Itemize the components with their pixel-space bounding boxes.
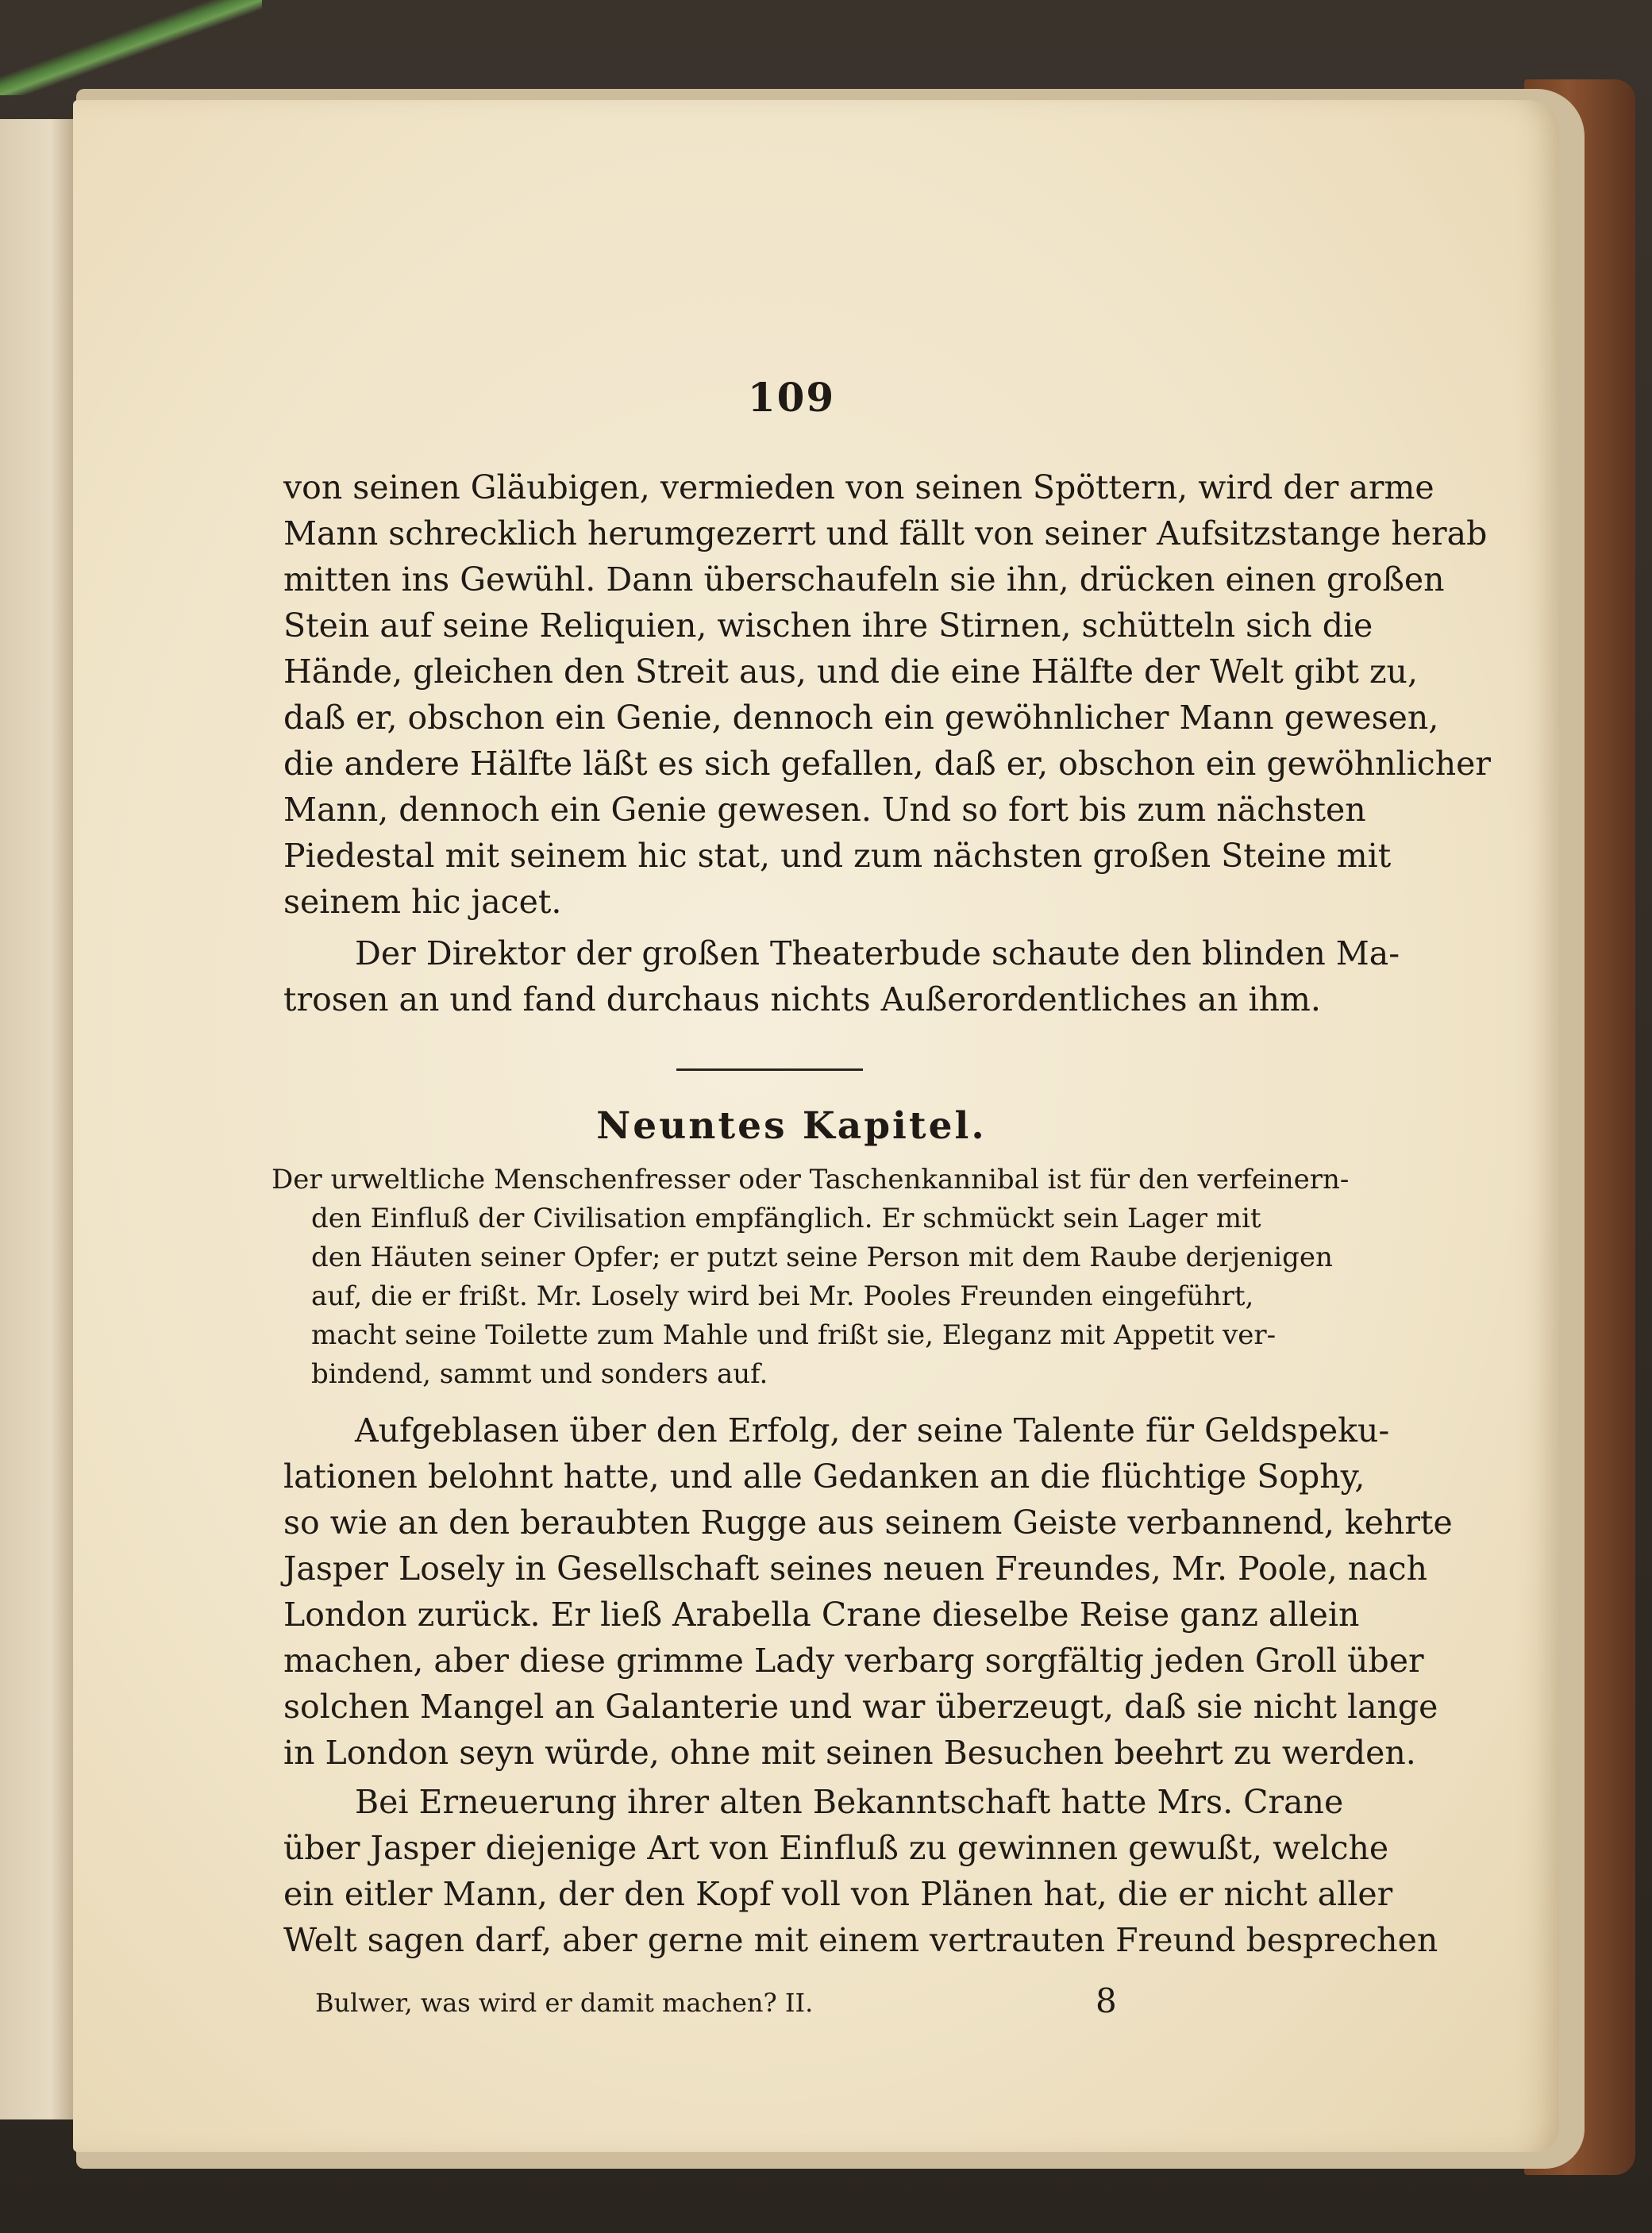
text-line: mitten ins Gewühl. Dann überschaufeln sie ihn, drücken einen großen — [283, 560, 1445, 599]
chapter-summary-line: auf, die er frißt. Mr. Losely wird bei Mr. Pooles Freunden eingeführt, — [311, 1280, 1254, 1312]
text-line: ein eitler Mann, der den Kopf voll von Plänen hat, die er nicht aller — [283, 1875, 1393, 1913]
text-line: London zurück. Er ließ Arabella Crane dieselbe Reise ganz allein — [283, 1596, 1360, 1634]
text-line: seinem hic jacet. — [283, 883, 562, 921]
chapter-summary-line: Der urweltliche Menschenfresser oder Taschenkannibal ist für den verfeinern- — [271, 1164, 1350, 1195]
text-line: so wie an den beraubten Rugge aus seinem Geiste verbannend, kehrte — [283, 1503, 1453, 1542]
chapter-summary-line: den Häuten seiner Opfer; er putzt seine Person mit dem Raube derjenigen — [311, 1242, 1333, 1273]
text-line: Hände, gleichen den Streit aus, und die eine Hälfte der Welt gibt zu, — [283, 653, 1418, 691]
bookmark-ribbon — [0, 0, 262, 95]
left-page-edge — [0, 119, 73, 2119]
text-line: daß er, obschon ein Genie, dennoch ein gewöhnlicher Mann gewesen, — [283, 699, 1439, 737]
text-line: von seinen Gläubigen, vermieden von seinen Spöttern, wird der arme — [283, 468, 1434, 506]
text-line: lationen belohnt hatte, und alle Gedanken an die flüchtige Sophy, — [283, 1457, 1365, 1496]
text-line: Bei Erneuerung ihrer alten Bekanntschaft hatte Mrs. Crane — [355, 1783, 1344, 1821]
text-line: Mann schrecklich herumgezerrt und fällt von seiner Aufsitzstange herab — [283, 514, 1488, 552]
page-number: 109 — [747, 374, 836, 421]
chapter-summary-line: den Einfluß der Civilisation empfänglich. Er schmückt sein Lager mit — [311, 1203, 1261, 1234]
text-line: machen, aber diese grimme Lady verbarg sorgfältig jeden Groll über — [283, 1642, 1424, 1680]
book-page — [73, 100, 1559, 2152]
chapter-summary-line: macht seine Toilette zum Mahle und frißt sie, Eleganz mit Appetit ver- — [311, 1319, 1277, 1351]
text-line: Stein auf seine Reliquien, wischen ihre Stirnen, schütteln sich die — [283, 606, 1373, 645]
text-line: Piedestal mit seinem hic stat, und zum nächsten großen Steine mit — [283, 837, 1392, 875]
text-line: Jasper Losely in Gesellschaft seines neuen Freundes, Mr. Poole, nach — [283, 1550, 1427, 1588]
text-line: Aufgeblasen über den Erfolg, der seine Talente für Geldspeku- — [355, 1411, 1390, 1450]
text-line: die andere Hälfte läßt es sich gefallen, daß er, obschon ein gewöhnlicher — [283, 745, 1491, 783]
text-line: trosen an und fand durchaus nichts Außerordentliches an ihm. — [283, 980, 1321, 1018]
text-line: Der Direktor der großen Theaterbude schaute den blinden Ma- — [355, 934, 1400, 972]
footer-title: Bulwer, was wird er damit machen? II. — [315, 1988, 814, 2018]
chapter-title: Neuntes Kapitel. — [596, 1104, 987, 1148]
chapter-summary-line: bindend, sammt und sonders auf. — [311, 1358, 768, 1390]
text-line: in London seyn würde, ohne mit seinen Besuchen beehrt zu werden. — [283, 1734, 1416, 1772]
signature-mark: 8 — [1096, 1981, 1117, 2020]
text-line: über Jasper diejenige Art von Einfluß zu gewinnen gewußt, welche — [283, 1829, 1389, 1867]
text-line: Welt sagen darf, aber gerne mit einem vertrauten Freund besprechen — [283, 1921, 1438, 1959]
text-line: Mann, dennoch ein Genie gewesen. Und so fort bis zum nächsten — [283, 791, 1366, 829]
section-divider — [676, 1068, 863, 1071]
text-line: solchen Mangel an Galanterie und war überzeugt, daß sie nicht lange — [283, 1688, 1438, 1726]
